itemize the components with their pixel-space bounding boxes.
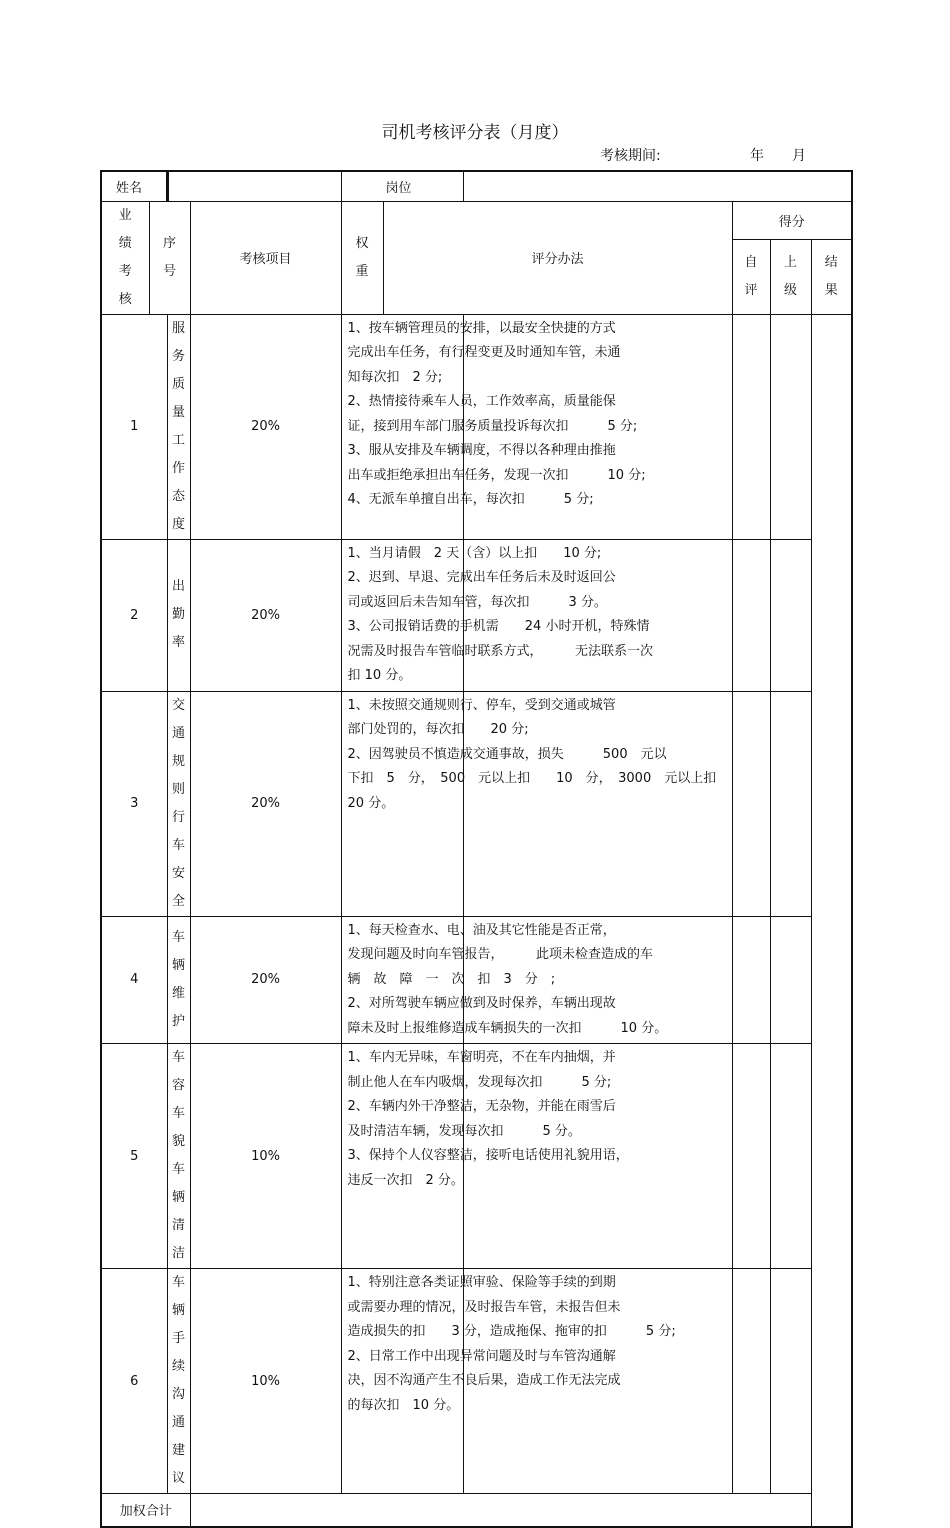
result-header: 结 果 bbox=[811, 240, 852, 314]
row-item bbox=[167, 916, 190, 1044]
row-item bbox=[167, 691, 190, 916]
period-year: 年 bbox=[750, 148, 764, 164]
row-weight: 20% bbox=[190, 916, 341, 1044]
category-char: 考 bbox=[118, 263, 132, 279]
method-line: 或需要办理的情况，及时报告车管，未报告但未 bbox=[347, 1299, 621, 1315]
page-title: 司机考核评分表（月度） bbox=[381, 123, 569, 143]
row-item-line: 车辆手续 bbox=[172, 1275, 186, 1374]
method-line: 的每次扣 10 分。 bbox=[347, 1397, 460, 1413]
position-label: 岗位 bbox=[341, 171, 463, 201]
row-item-line: 工作态度 bbox=[172, 432, 186, 532]
result-cell[interactable] bbox=[770, 314, 811, 539]
row-seq: 3 bbox=[101, 691, 167, 916]
row-method bbox=[341, 1044, 629, 1269]
method-line: 出车或拒绝承担出车任务，发现一次扣 10 分; bbox=[347, 467, 646, 483]
row-item-line: 车容车貌 bbox=[172, 1050, 186, 1149]
method-line: 造成损失的扣 3 分，造成拖保、拖审的扣 5 分; bbox=[347, 1324, 676, 1339]
category-label bbox=[102, 202, 149, 314]
method-line: 2、因驾驶员不慎造成交通事故，损失 500 元以 bbox=[347, 746, 667, 762]
row-seq: 2 bbox=[101, 539, 167, 691]
method-line: 2、热情接待乘车人员，工作效率高，质量能保 bbox=[347, 394, 616, 409]
result-cell[interactable] bbox=[770, 1044, 811, 1269]
result-cell[interactable] bbox=[770, 916, 811, 1044]
row-weight: 20% bbox=[190, 314, 341, 539]
method-line: 1、按车辆管理员的安排，以最安全快捷的方式 bbox=[347, 320, 616, 336]
row-method bbox=[341, 916, 668, 1044]
category-cell bbox=[101, 201, 149, 314]
result-cell[interactable] bbox=[770, 691, 811, 916]
row-method bbox=[341, 691, 717, 916]
category-char: 业 bbox=[118, 207, 132, 223]
method-line: 1、特别注意各类证照审验、保险等手续的到期 bbox=[347, 1275, 616, 1290]
evaluation-table bbox=[100, 170, 853, 1528]
supervisor-cell[interactable] bbox=[732, 1269, 770, 1494]
row-item-line: 车辆清洁 bbox=[172, 1162, 186, 1261]
method-line: 辆 故 障 一 次 扣 3 分 ; bbox=[347, 971, 556, 987]
result-cell[interactable] bbox=[770, 539, 811, 691]
method-line: 20 分。 bbox=[347, 795, 395, 811]
row-item-line: 交通规则行车安全 bbox=[172, 697, 186, 909]
name-value[interactable] bbox=[167, 171, 341, 201]
row-seq: 5 bbox=[101, 1044, 167, 1269]
header-row bbox=[101, 171, 852, 201]
weight-header: 权 重 bbox=[341, 201, 383, 314]
table-row bbox=[101, 1044, 852, 1269]
supervisor-cell[interactable] bbox=[732, 1044, 770, 1269]
row-weight: 20% bbox=[190, 691, 341, 916]
method-line: 2、迟到、早退、完成出车任务后未及时返回公 bbox=[347, 570, 616, 585]
method-line: 2、对所驾驶车辆应做到及时保养，车辆出现故 bbox=[347, 996, 616, 1011]
row-method bbox=[341, 1269, 676, 1494]
method-line: 知每次扣 2 分; bbox=[347, 369, 443, 385]
score-header: 得分 bbox=[732, 201, 852, 240]
method-line: 部门处罚的，每次扣 20 分; bbox=[347, 722, 529, 737]
row-item bbox=[167, 1269, 190, 1494]
method-line: 扣 10 分。 bbox=[347, 668, 412, 683]
table-row bbox=[101, 539, 852, 691]
supervisor-cell[interactable] bbox=[732, 314, 770, 539]
name-label: 姓名 bbox=[101, 171, 167, 201]
period-label: 考核期间: bbox=[600, 148, 661, 164]
method-line: 完成出车任务，有行程变更及时通知车管，未通 bbox=[347, 345, 621, 360]
method-line: 3、服从安排及车辆调度，不得以各种理由推拖 bbox=[347, 443, 616, 458]
category-char: 绩 bbox=[118, 235, 132, 251]
row-item-line: 车辆维护 bbox=[172, 929, 186, 1029]
method-line: 3、保持个人仪容整洁，接听电话使用礼貌用语， bbox=[347, 1148, 629, 1163]
table-row bbox=[101, 314, 852, 539]
row-item bbox=[167, 1044, 190, 1269]
row-seq: 1 bbox=[101, 314, 167, 539]
row-item bbox=[167, 314, 190, 539]
supervisor-cell[interactable] bbox=[732, 539, 770, 691]
row-item-line: 沟通建议 bbox=[172, 1387, 186, 1486]
supervisor-cell[interactable] bbox=[732, 691, 770, 916]
row-method bbox=[341, 539, 654, 691]
row-weight: 10% bbox=[190, 1044, 341, 1269]
category-char: 核 bbox=[118, 291, 132, 307]
self-eval-header: 自 评 bbox=[732, 240, 770, 314]
row-weight: 10% bbox=[190, 1269, 341, 1494]
total-value[interactable] bbox=[190, 1494, 811, 1527]
total-label: 加权合计 bbox=[101, 1494, 190, 1527]
method-line: 司或返回后未告知车管，每次扣 3 分。 bbox=[347, 594, 607, 610]
row-method bbox=[341, 314, 646, 539]
result-cell[interactable] bbox=[770, 1269, 811, 1494]
row-item bbox=[167, 539, 190, 691]
method-line: 2、车辆内外干净整洁，无杂物，并能在雨雪后 bbox=[347, 1099, 616, 1114]
method-line: 证，接到用车部门服务质量投诉每次扣 5 分; bbox=[347, 418, 638, 434]
table-row bbox=[101, 1269, 852, 1494]
method-line: 障未及时上报维修造成车辆损失的一次扣 10 分。 bbox=[347, 1020, 668, 1036]
table-row bbox=[101, 691, 852, 916]
method-line: 决，因不沟通产生不良后果，造成工作无法完成 bbox=[347, 1373, 621, 1388]
table-row bbox=[101, 916, 852, 1044]
row-item-line: 服务质量 bbox=[172, 320, 186, 420]
method-line: 况需及时报告车管临时联系方式， 无法联系一次 bbox=[347, 643, 654, 659]
method-line: 1、未按照交通规则行、停车，受到交通或城管 bbox=[347, 697, 616, 713]
method-line: 1、车内无异味，车窗明亮，不在车内抽烟，并 bbox=[347, 1050, 616, 1065]
row-seq: 6 bbox=[101, 1269, 167, 1494]
method-line: 1、当月请假 2 天（含）以上扣 10 分; bbox=[347, 545, 602, 561]
item-header: 考核项目 bbox=[190, 201, 341, 314]
total-row bbox=[101, 1494, 852, 1527]
supervisor-header: 上 级 bbox=[770, 240, 811, 314]
row-seq: 4 bbox=[101, 916, 167, 1044]
method-line: 制止他人在车内吸烟，发现每次扣 5 分; bbox=[347, 1074, 612, 1090]
method-line: 1、每天检查水、电、油及其它性能是否正常， bbox=[347, 922, 616, 938]
method-line: 及时清洁车辆，发现每次扣 5 分。 bbox=[347, 1123, 581, 1139]
seq-header: 序 号 bbox=[149, 201, 190, 314]
period-month: 月 bbox=[792, 148, 806, 164]
row-item-line: 出勤率 bbox=[172, 579, 186, 650]
method-header: 评分办法 bbox=[383, 201, 732, 314]
row-weight: 20% bbox=[190, 539, 341, 691]
method-line: 发现问题及时向车管报告， 此项未检查造成的车 bbox=[347, 947, 654, 962]
position-value[interactable] bbox=[463, 171, 852, 201]
method-line: 3、公司报销话费的手机需 24 小时开机，特殊情 bbox=[347, 619, 650, 634]
supervisor-cell[interactable] bbox=[732, 916, 770, 1044]
method-line: 下扣 5 分， 500 元以上扣 10 分， 3000 元以上扣 bbox=[347, 771, 717, 786]
method-line: 2、日常工作中出现异常问题及时与车管沟通解 bbox=[347, 1348, 616, 1364]
method-line: 违反一次扣 2 分。 bbox=[347, 1172, 464, 1188]
method-line: 4、无派车单擅自出车，每次扣 5 分; bbox=[347, 492, 594, 507]
self-eval-cell[interactable] bbox=[463, 539, 732, 691]
